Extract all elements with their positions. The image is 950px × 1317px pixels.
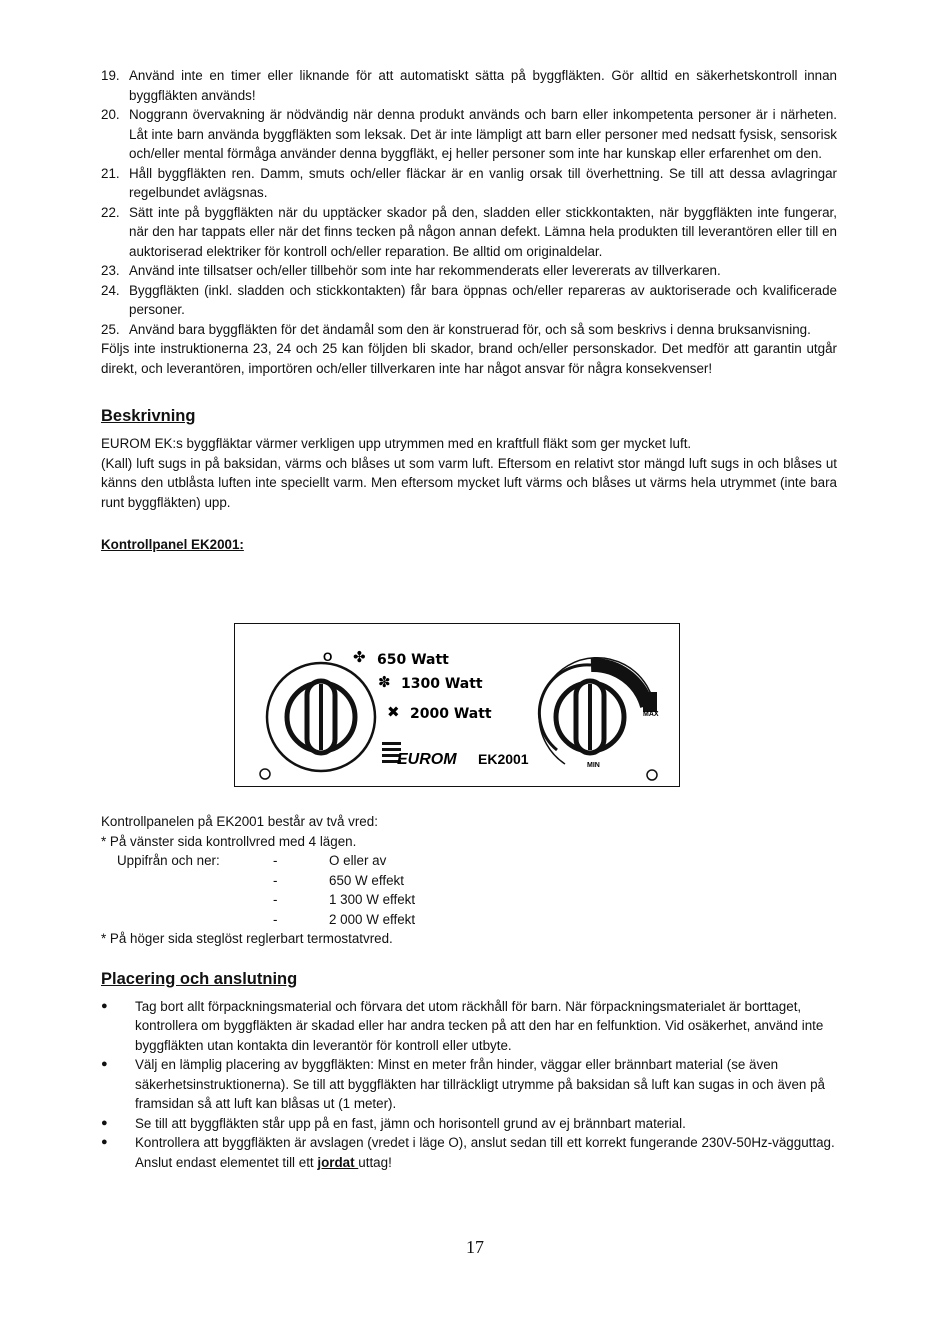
power-knob bbox=[267, 663, 375, 771]
list-item bbox=[101, 66, 837, 105]
panel-description bbox=[101, 812, 837, 1172]
bullet-dot: ● bbox=[101, 999, 108, 1012]
fan-icon-650: ✤ bbox=[353, 648, 366, 666]
item-number: 23. bbox=[101, 263, 120, 278]
setting-dash: - bbox=[273, 911, 278, 927]
screw-hole-right bbox=[647, 770, 657, 780]
setting-row-label bbox=[101, 871, 273, 891]
list-item bbox=[101, 261, 837, 281]
page-body bbox=[101, 66, 837, 555]
beskrivning-heading: Beskrivning bbox=[101, 407, 196, 425]
item-number: 21. bbox=[101, 165, 120, 181]
setting-row-label bbox=[101, 890, 273, 910]
min-label: MIN bbox=[587, 762, 600, 769]
control-panel-illustration bbox=[234, 623, 680, 787]
kontrollpanel-heading: Kontrollpanel EK2001: bbox=[101, 537, 244, 552]
control-panel-svg bbox=[235, 624, 681, 788]
list-item bbox=[101, 105, 837, 164]
thermostat-knob bbox=[539, 658, 657, 764]
setting-list bbox=[101, 851, 837, 929]
setting-row-label bbox=[101, 910, 273, 930]
max-label: MAX bbox=[643, 711, 659, 718]
setting-dash: - bbox=[273, 872, 278, 888]
panel-right-knob: * På höger sida steglöst reglerbart termostatvred. bbox=[101, 931, 393, 946]
item-text: Använd bara byggfläkten för det ändamål som den är konstruerad för, och så som beskrivs i denna bruksanvisning. bbox=[129, 321, 811, 337]
page-number: 17 bbox=[466, 1237, 484, 1257]
label-650: 650 Watt bbox=[377, 652, 449, 668]
beskrivning-p2: (Kall) luft sugs in på baksidan, värms och blåses ut som varm luft. Eftersom en relativt stor mängd luft sugs in och blåses ut känns den utblåsta luften inte speciellt varm. Men eftersom mycket luft värms och blåses ut värms hela utrymmet (inte bara runt byggfläkten) upp. bbox=[101, 455, 837, 510]
last-bullet-bold: jordat bbox=[317, 1154, 359, 1170]
label-2000: 2000 Watt bbox=[410, 706, 492, 722]
list-item bbox=[101, 1114, 837, 1134]
setting-row bbox=[101, 851, 837, 871]
instruction-list bbox=[101, 66, 837, 339]
setting-value: 2 000 W effekt bbox=[329, 911, 416, 927]
item-number: 20. bbox=[101, 107, 120, 122]
list-item bbox=[101, 1055, 837, 1114]
bullet-dot: ● bbox=[101, 1058, 108, 1070]
bullet-dot: ● bbox=[101, 1136, 108, 1148]
list-item bbox=[101, 1133, 837, 1172]
eurom-logo bbox=[382, 742, 457, 768]
bullet-dot: ● bbox=[101, 1116, 108, 1129]
item-text: Håll byggfläkten ren. Damm, smuts och/eller fläckar är en vanlig orsak till överhettning. Se till att dessa avlagringar regelbundet avlägsnas. bbox=[129, 165, 837, 200]
list-item bbox=[101, 997, 837, 1056]
setting-value: O eller av bbox=[329, 853, 387, 868]
fan-icon-1300: ✽ bbox=[378, 673, 391, 691]
placering-heading: Placering och anslutning bbox=[101, 969, 298, 988]
screw-hole-left bbox=[260, 769, 270, 779]
item-text: Använd inte en timer eller liknande för att automatiskt sätta på byggfläkten. Gör alltid en säkerhetskontroll innan byggfläkten används! bbox=[129, 68, 837, 103]
item-number: 24. bbox=[101, 282, 120, 298]
last-bullet-text-a: Kontrollera att byggfläkten är avslagen (vredet i läge O), anslut sedan till ett korrekt fungerande 230V-50Hz-vägguttag. Anslut endast elementet till ett bbox=[135, 1135, 835, 1170]
panel-left-knob: * På vänster sida kontrollvred med 4 lägen. bbox=[101, 833, 357, 849]
placering-list bbox=[101, 997, 837, 1134]
bullet-text: Tag bort allt förpackningsmaterial och förvara det utom räckhåll för barn. När förpackningsmaterialet är borttaget, kontrollera om byggfläkten är skadad eller har andra tecken på att den har en felfunktion. Vid osäkerhet, använd inte byggfläkten utan kontakta din leverantör för kontroll eller utbyte. bbox=[135, 998, 824, 1053]
list-item bbox=[101, 281, 837, 320]
label-zero: O bbox=[323, 650, 333, 664]
label-1300: 1300 Watt bbox=[401, 676, 483, 692]
item-number: 25. bbox=[101, 321, 120, 337]
setting-dash: - bbox=[273, 853, 278, 868]
list-item bbox=[101, 320, 837, 340]
item-text: Noggrann övervakning är nödvändig när denna produkt används och barn eller inkompetenta personer är i närheten. Låt inte barn använda byggfläkten som leksak. Det är inte lämpligt att barn eller personer med nedsatt fysisk, sensorisk och/eller mental förmåga använder denna byggfläkt, ej heller personer som inte har kunskap eller erfarenhet om den. bbox=[129, 107, 837, 161]
fan-icon-2000: ✖ bbox=[387, 703, 400, 721]
brand-text: EUROM bbox=[397, 751, 457, 768]
bullet-text: Se till att byggfläkten står upp på en fast, jämn och horisontell grund av ej brännbart material. bbox=[135, 1115, 686, 1131]
setting-dash: - bbox=[273, 892, 278, 907]
bullet-text: Välj en lämplig placering av byggfläkten: Minst en meter från hinder, väggar eller brännbart material (se även säkerhetsinstruktionerna). Se till att byggfläkten har tillräckligt utrymme på baksidan så luft kan sugas in och även på framsidan så att luft kan blåsas ut (1 meter). bbox=[135, 1057, 825, 1111]
list-item bbox=[101, 203, 837, 262]
item-text: Använd inte tillsatser och/eller tillbehör som inte har rekommenderats eller levererats av tillverkaren. bbox=[129, 263, 721, 278]
warning-paragraph: Följs inte instruktionerna 23, 24 och 25 kan följden bli skador, brand och/eller personskador. Det medför att garantin utgår direkt, och leverantören, importören och/eller tillverkaren inte har något ansvar för några konsekvenser! bbox=[101, 341, 837, 376]
beskrivning-p1: EUROM EK:s byggfläktar värmer verkligen upp utrymmen med en kraftfull fläkt som ger mycket luft. bbox=[101, 436, 692, 451]
setting-row bbox=[101, 910, 837, 930]
setting-value: 1 300 W effekt bbox=[329, 892, 416, 907]
panel-intro: Kontrollpanelen på EK2001 består av två vred: bbox=[101, 814, 378, 829]
setting-row bbox=[101, 890, 837, 910]
setting-row bbox=[101, 871, 837, 891]
item-number: 22. bbox=[101, 204, 120, 220]
item-text: Sätt inte på byggfläkten när du upptäcker skador på den, sladden eller stickkontakten, när byggfläkten inte fungerar, när den har tappats eller när det finns tecken på någon annan defekt. Lämna hela produkten till leverantören eller till en auktoriserad elektriker för kontroll och/eller reparation. Be alltid om originaldelar. bbox=[129, 204, 837, 259]
item-text: Byggfläkten (inkl. sladden och stickkontakten) får bara öppnas och/eller repareras av auktoriserade och kvalificerade personer. bbox=[129, 282, 837, 317]
model-text: EK2001 bbox=[478, 751, 529, 767]
setting-value: 650 W effekt bbox=[329, 872, 404, 888]
item-number: 19. bbox=[101, 68, 120, 83]
list-item bbox=[101, 164, 837, 203]
setting-row-label: Uppifrån och ner: bbox=[117, 853, 220, 868]
last-bullet-text-b: uttag! bbox=[358, 1154, 392, 1170]
